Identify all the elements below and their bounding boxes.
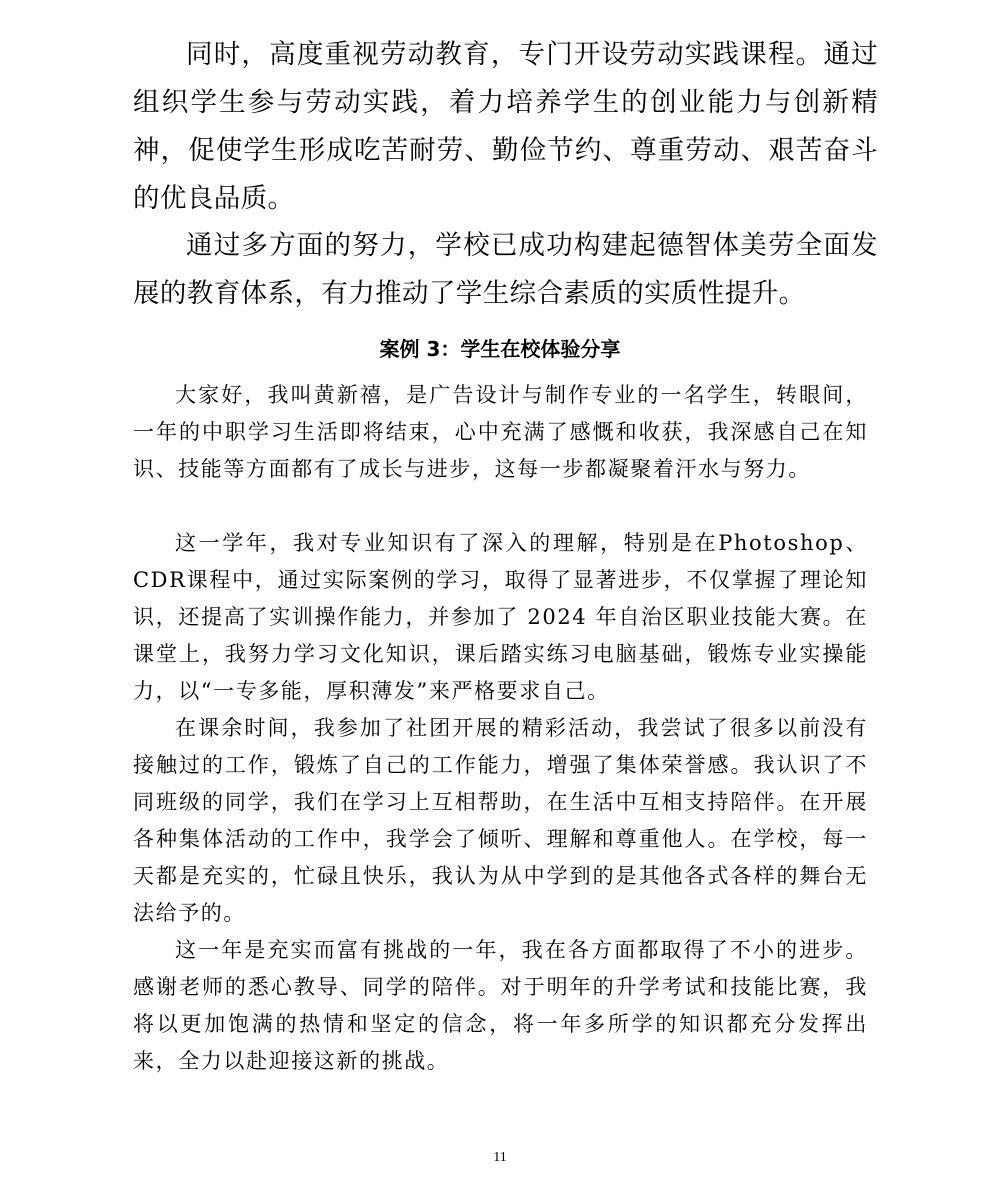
page-number: 11 xyxy=(493,1150,507,1165)
case-paragraph-introduction: 大家好，我叫黄新禧，是广告设计与制作专业的一名学生，转眼间，一年的中职学习生活即将结束，心中充满了感慨和收获，我深感自己在知识、技能等方面都有了成长与进步，这每一步都凝聚着汗水与努力。 xyxy=(133,383,868,481)
case-heading: 案例 3：学生在校体验分享 xyxy=(379,337,621,361)
paragraph-education-system: 通过多方面的努力，学校已成功构建起德智体美劳全面发展的教育体系，有力推动了学生综合素质的实质性提升。 xyxy=(133,230,878,309)
paragraph-labor-education: 同时，高度重视劳动教育，专门开设劳动实践课程。通过组织学生参与劳动实践，着力培养学生的创业能力与创新精神，促使学生形成吃苦耐劳、勤俭节约、尊重劳动、艰苦奋斗的优良品质。 xyxy=(133,39,878,214)
case-paragraph-professional-study: 这一学年，我对专业知识有了深入的理解，特别是在Photoshop、CDR课程中，通过实际案例的学习，取得了显著进步，不仅掌握了理论知识，还提高了实训操作能力，并参加了 2024 年自治区职业技能大赛。在课堂上，我努力学习文化知识，课后踏实练习电脑基础，锻炼专业实操能力，以“一专多能，厚积薄发”来严格要求自己。 xyxy=(133,531,868,703)
case-paragraph-extracurricular: 在课余时间，我参加了社团开展的精彩活动，我尝试了很多以前没有接触过的工作，锻炼了自己的工作能力，增强了集体荣誉感。我认识了不同班级的同学，我们在学习上互相帮助，在生活中互相支持陪伴。在开展各种集体活动的工作中，我学会了倾听、理解和尊重他人。在学校，每一天都是充实的，忙碌且快乐，我认为从中学到的是其他各式各样的舞台无法给予的。 xyxy=(133,716,868,925)
case-paragraph-conclusion: 这一年是充实而富有挑战的一年，我在各方面都取得了不小的进步。感谢老师的悉心教导、同学的陪伴。对于明年的升学考试和技能比赛，我将以更加饱满的热情和坚定的信念，将一年多所学的知识都充分发挥出来，全力以赴迎接这新的挑战。 xyxy=(133,938,868,1073)
